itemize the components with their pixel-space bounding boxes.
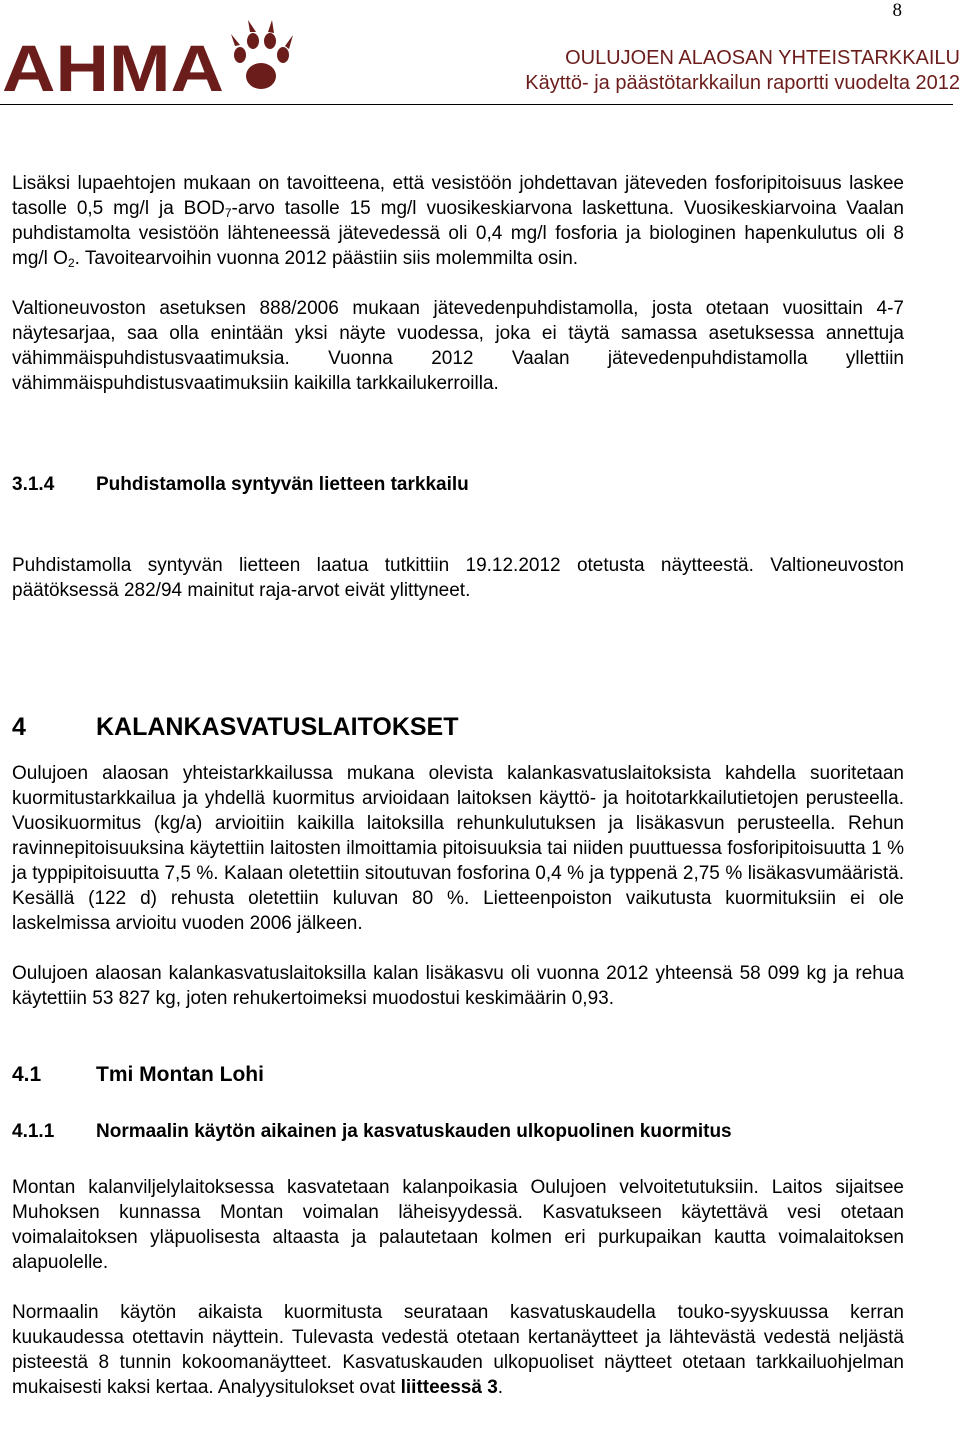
paragraph-government-decree: Valtioneuvoston asetuksen 888/2006 mukaan jätevedenpuhdistamolla, josta otetaan vuosittain 4-7 näytesarjaa, saa olla enintään yksi näyte vuodessa, joka ei täytä samassa asetuksessa annettuja vähimmäispuhdistusvaatimuksia. Vuonna 2012 Vaalan jätevedenpuhdistamolla yllettiin vähimmäispuhdistusvaatimuksiin kaikilla tarkkailukerroilla. bbox=[12, 298, 904, 394]
paragraph-fish-farms-intro: Oulujoen alaosan yhteistarkkailussa mukana olevista kalankasvatuslaitoksista kahdella suoritetaan kuormitustarkkailua ja yhdellä kuormitus arvioidaan laitoksen käyttö- ja hoitotarkkailutietojen perusteella. Vuosikuormitus (kg/a) arvioitiin kaikilla laitoksilla rehunkulutuksen ja lisäkasvun perusteella. Rehun ravinnepitoisuuksina käytettiin laitosten ilmoittamia pitoisuuksia tai niiden puuttuessa fosforipitoisuutta 1 % ja typpipitoisuutta 7,5 %. Kalaan oletettiin sitoutuvan fosforina 0,4 % ja typpenä 2,75 % lisäkasvumääristä. Kesällä (122 d) rehusta oletettiin kuluvan 80 %. Lietteenpoiston vaikutusta kuormituksiin ei ole laskelmissa arvioitu vuoden 2006 jälkeen. bbox=[12, 763, 904, 934]
ahma-logo bbox=[2, 18, 302, 98]
header-line-2: Käyttö- ja päästötarkkailun raportti vuodelta 2012 bbox=[525, 72, 960, 94]
paragraph-sludge-monitoring: Puhdistamolla syntyvän lietteen laatua tutkittiin 19.12.2012 otetusta näytteestä. Valtioneuvoston päätöksessä 282/94 mainitut raja-arvot eivät ylittyneet. bbox=[12, 555, 904, 601]
section-heading-3-1-4: 3.1.4 Puhdistamolla syntyvän lietteen tarkkailu bbox=[12, 474, 469, 495]
page-number: 8 bbox=[892, 0, 902, 21]
paw-print-icon bbox=[231, 20, 293, 89]
paragraph-load-monitoring: Normaalin käytön aikaista kuormitusta seurataan kasvatuskaudella touko-syyskuussa kerran kuukaudessa otettavin näyttein. Tulevasta vedestä otetaan kertanäytteet ja lähtevästä vedestä neljästä pisteestä 8 tunnin kokoomanäytteet. Kasvatuskauden ulkopuoliset näytteet otetaan tarkkailuohjelman mukaisesti kaksi kertaa. Analyysitulokset ovat liitteessä 3. bbox=[12, 1302, 904, 1398]
section-heading-4-1-1: 4.1.1 Normaalin käytön aikainen ja kasvatuskauden ulkopuolinen kuormitus bbox=[12, 1121, 732, 1142]
section-heading-4-1: 4.1 Tmi Montan Lohi bbox=[12, 1063, 264, 1086]
header-divider bbox=[0, 104, 953, 105]
chapter-heading-4: 4 KALANKASVATUSLAITOKSET bbox=[12, 713, 459, 741]
logo-text: AHMA bbox=[2, 31, 225, 98]
paragraph-fish-farm-growth: Oulujoen alaosan kalankasvatuslaitoksilla kalan lisäkasvu oli vuonna 2012 yhteensä 58 099 kg ja rehua käytettiin 53 827 kg, joten rehukertoimeksi muodostui keskimäärin 0,93. bbox=[12, 963, 904, 1009]
header-line-1: OULUJOEN ALAOSAN YHTEISTARKKAILU bbox=[565, 47, 960, 69]
paragraph-wastewater-targets: Lisäksi lupaehtojen mukaan on tavoitteena, että vesistöön johdettavan jäteveden fosforipitoisuus laskee tasolle 0,5 mg/l ja $BOD_7$-arvo tasolle 15 mg/l vuosikeskiarvona laskettuna. Vuosikeskiarvoina Vaalan puhdistamolta vesistöön lähteneessä jätevedessä oli 0,4 mg/l fosforia ja biologinen hapenkulutus oli 8 mg/l $O_2$. Tavoitearvoihin vuonna 2012 päästiin siis molemmilta osin. bbox=[12, 173, 904, 270]
report-header bbox=[525, 46, 960, 96]
paragraph-montan-facility: Montan kalanviljelylaitoksessa kasvatetaan kalanpoikasia Oulujoen velvoitetutuksiin. Laitos sijaitsee Muhoksen kunnassa Montan voimalan läheisyydessä. Kasvatukseen käytettävä vesi otetaan voimalaitoksen yläpuolisesta altaasta ja palautetaan kolmen eri purkupaikan kautta voimalaitoksen alapuolelle. bbox=[12, 1177, 904, 1273]
document-body bbox=[12, 171, 904, 1400]
